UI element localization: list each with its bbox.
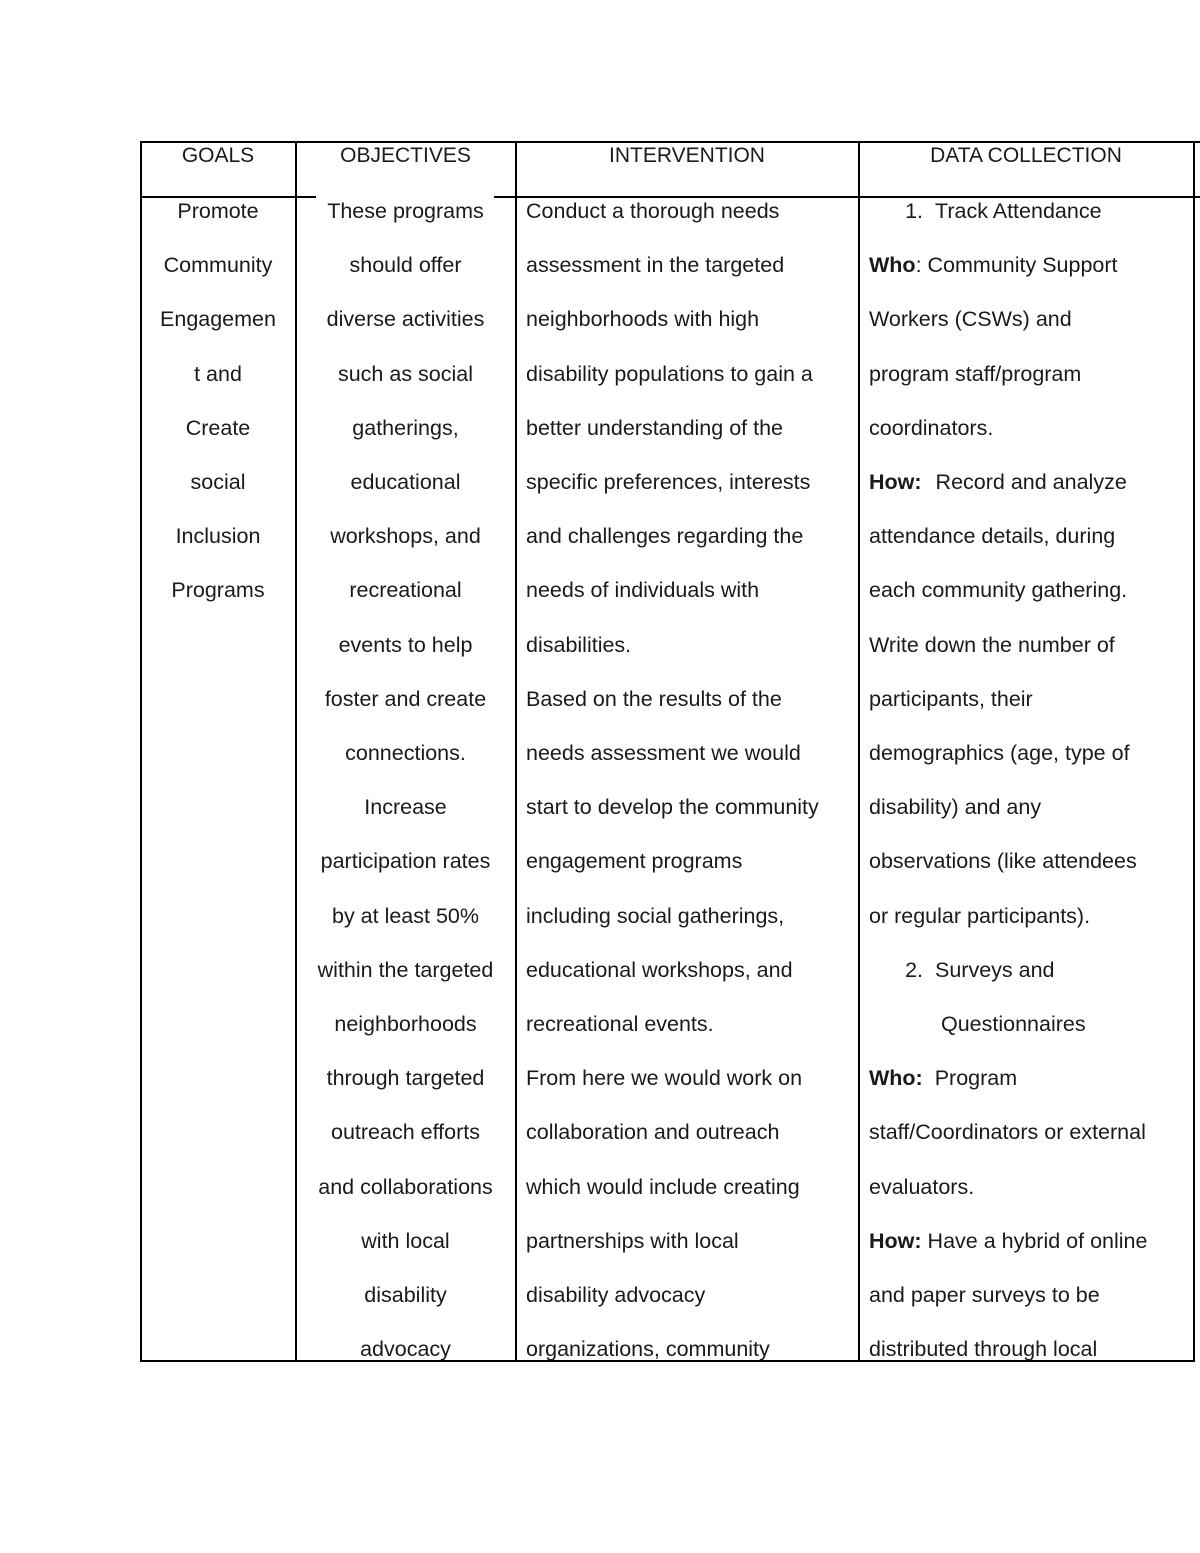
column-divider-4	[1193, 141, 1195, 1361]
goals-line: t and	[194, 361, 242, 386]
intervention-line: collaboration and outreach	[526, 1120, 780, 1145]
goals-line: Community	[163, 253, 273, 278]
objectives-line: Increase	[364, 795, 447, 820]
objectives-line: with local	[361, 1228, 450, 1253]
objectives-line: advocacy	[360, 1337, 451, 1362]
intervention-line: recreational events.	[526, 1012, 714, 1037]
objectives-cell	[296, 184, 515, 1376]
intervention-line: assessment in the targeted	[526, 253, 785, 278]
data-line: each community gathering.	[869, 578, 1128, 603]
objectives-line: workshops, and	[330, 524, 481, 549]
objectives-line: gatherings,	[352, 415, 459, 440]
intervention-line: which would include creating	[526, 1174, 800, 1199]
list-number: 2.	[905, 957, 923, 982]
who-label: Who:	[869, 1066, 923, 1091]
intervention-line: engagement programs	[526, 849, 743, 874]
list-number: 1.	[905, 199, 923, 223]
objectives-line: disability	[364, 1283, 447, 1308]
objectives-line: through targeted	[326, 1066, 485, 1091]
data-line: distributed through local	[869, 1337, 1098, 1362]
intervention-line: including social gatherings,	[526, 903, 785, 928]
who-line	[869, 1051, 1191, 1105]
data-line: demographics (age, type of	[869, 741, 1130, 766]
who-text: : Community Support	[915, 253, 1118, 278]
intervention-line: disability populations to gain a	[526, 361, 813, 386]
data-line: coordinators.	[869, 415, 994, 440]
data-line: staff/Coordinators or external	[869, 1120, 1146, 1145]
list-item-title: Surveys and	[935, 957, 1055, 982]
data-line: program staff/program	[869, 361, 1082, 386]
objectives-line: should offer	[349, 253, 462, 278]
objectives-line: outreach efforts	[331, 1120, 480, 1145]
objectives-line: foster and create	[324, 686, 487, 711]
data-line: participants, their	[869, 686, 1033, 711]
header-goals: GOALS	[181, 144, 255, 167]
how-text: Record and analyze	[935, 470, 1127, 495]
goals-line: Engagemen	[160, 307, 276, 332]
intervention-line: disability advocacy	[526, 1283, 706, 1308]
objectives-line: neighborhoods	[334, 1012, 477, 1037]
who-label: Who	[869, 253, 916, 278]
header-objectives: OBJECTIVES	[340, 144, 471, 167]
list-item-2	[869, 943, 1191, 997]
intervention-line: Based on the results of the	[526, 686, 782, 711]
data-line: evaluators.	[869, 1174, 975, 1199]
intervention-line: better understanding of the	[526, 415, 783, 440]
objectives-line: connections.	[345, 741, 466, 766]
data-collection-cell	[869, 184, 1191, 1376]
list-item-title: Track Attendance	[935, 199, 1102, 223]
list-item-title-continued: Questionnaires	[941, 1012, 1086, 1037]
data-line: disability) and any	[869, 795, 1042, 820]
data-line: and paper surveys to be	[869, 1283, 1100, 1308]
column-divider-3	[858, 141, 860, 1361]
objectives-line: such as social	[337, 361, 474, 386]
data-line: observations (like attendees	[869, 849, 1137, 874]
how-label: How:	[869, 470, 922, 495]
intervention-line: organizations, community	[526, 1337, 770, 1362]
intervention-line: From here we would work on	[526, 1066, 803, 1091]
intervention-line: educational workshops, and	[526, 957, 793, 982]
how-line	[869, 455, 1191, 509]
data-line: attendance details, during	[869, 524, 1116, 549]
header-intervention: INTERVENTION	[609, 144, 765, 167]
goals-line: social	[190, 470, 246, 495]
column-divider-2	[515, 141, 517, 1361]
objectives-line: participation rates	[320, 849, 491, 874]
intervention-cell	[526, 184, 856, 1376]
how-line	[869, 1214, 1191, 1268]
data-line: or regular participants).	[869, 903, 1091, 928]
who-line	[869, 238, 1191, 292]
how-text: Have a hybrid of online	[927, 1228, 1148, 1253]
objectives-line: by at least 50%	[331, 903, 479, 928]
objectives-line: and collaborations	[318, 1174, 493, 1199]
intervention-line: needs assessment we would	[526, 741, 801, 766]
goals-line: Programs	[171, 578, 265, 603]
goals-line: Inclusion	[175, 524, 261, 549]
intervention-line: Conduct a thorough needs	[526, 199, 780, 223]
intervention-line: disabilities.	[526, 632, 632, 657]
intervention-line: specific preferences, interests	[526, 470, 811, 495]
intervention-line: and challenges regarding the	[526, 524, 804, 549]
intervention-line: partnerships with local	[526, 1228, 739, 1253]
objectives-line: These programs	[327, 199, 484, 223]
header-data-collection: DATA COLLECTION	[930, 144, 1122, 167]
objectives-line: within the targeted	[317, 957, 494, 982]
objectives-line: diverse activities	[326, 307, 485, 332]
intervention-line: neighborhoods with high	[526, 307, 760, 332]
objectives-line: educational	[350, 470, 461, 495]
goals-line: Create	[185, 415, 251, 440]
who-text: Program	[934, 1066, 1018, 1091]
goals-line: Promote	[177, 199, 259, 223]
goals-cell	[141, 184, 295, 618]
how-label: How:	[869, 1228, 922, 1253]
intervention-line: needs of individuals with	[526, 578, 760, 603]
list-item-1	[869, 184, 1191, 238]
data-line: Workers (CSWs) and	[869, 307, 1072, 332]
objectives-line: events to help	[338, 632, 473, 657]
data-line: Write down the number of	[869, 632, 1115, 657]
objectives-line: recreational	[349, 578, 462, 603]
intervention-line: start to develop the community	[526, 795, 819, 820]
